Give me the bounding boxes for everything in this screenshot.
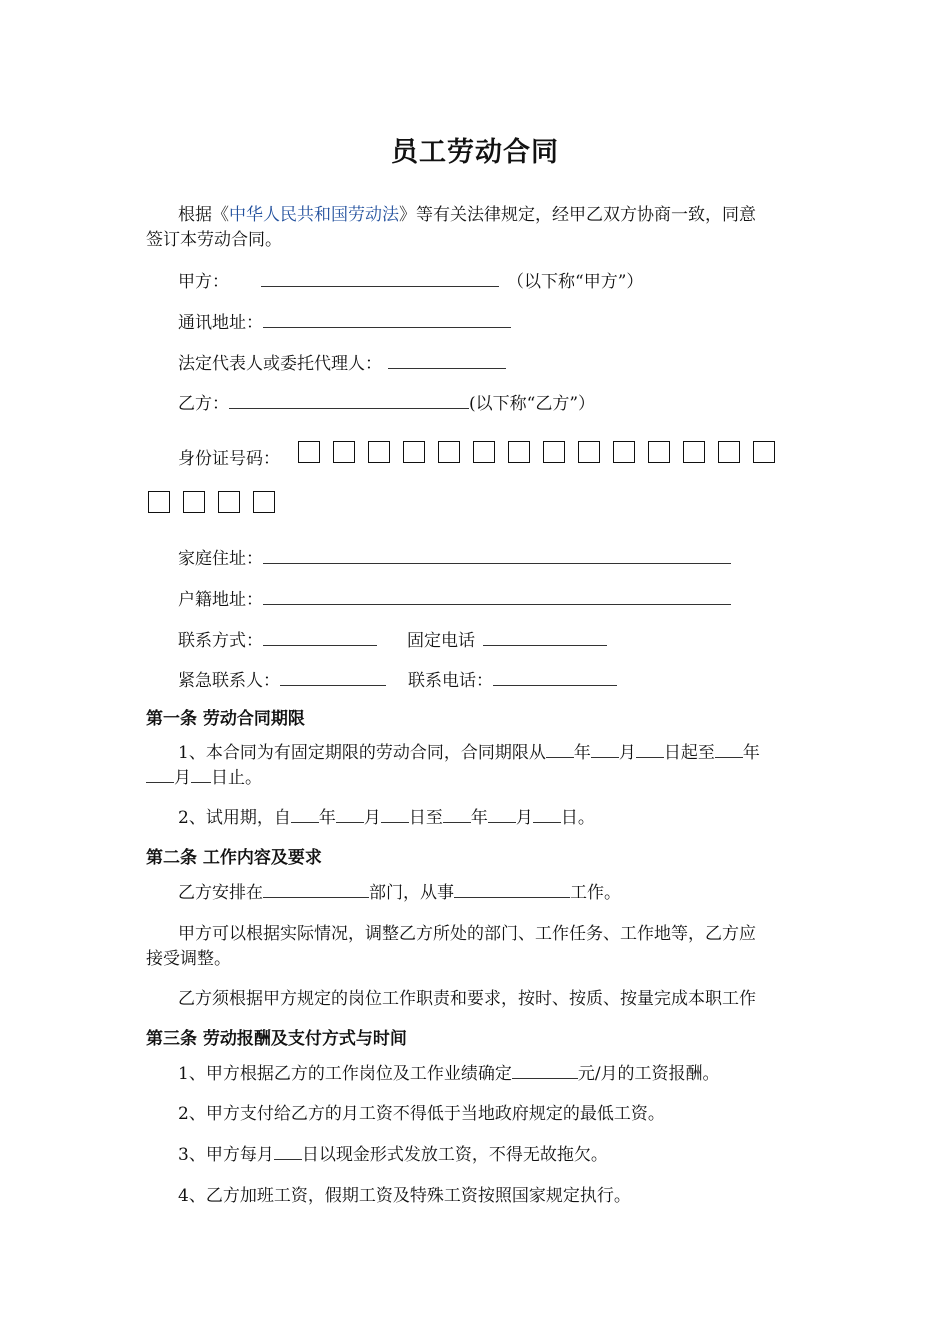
month-text: 月 [174,768,191,788]
party-b-note: (以下称“乙方”） [469,394,596,414]
article3-p1-b: 元/月的工资报酬。 [577,1064,720,1084]
article3-p3 [178,1143,843,1167]
year-text: 年 [573,743,591,763]
id-digit-box[interactable] [183,491,205,513]
contact-field[interactable] [263,627,377,646]
article3-p3-b: 日以现金形式发放工资，不得无故拖欠。 [301,1145,608,1165]
term-end-day[interactable] [191,766,211,783]
zhi-text: 至 [425,808,443,828]
year-text: 年 [742,743,760,763]
probation-start-day[interactable] [381,806,409,823]
position-field[interactable] [454,881,570,898]
article1-p1-text: 1、本合同为有固定期限的劳动合同，合同期限从 [178,743,546,763]
article2-p3: 乙方须根据甲方规定的岗位工作职责和要求，按时、按质、按量完成本职工作 [178,989,756,1009]
article3-p1-a: 1、甲方根据乙方的工作岗位及工作业绩确定 [178,1064,512,1084]
article1-p2 [178,806,843,830]
day-text: 日 [408,808,426,828]
id-digit-box[interactable] [298,441,320,463]
id-digit-box[interactable] [438,441,460,463]
qizhi-text: 起至 [680,743,715,763]
probation-end-year[interactable] [443,806,471,823]
month-text: 月 [363,808,381,828]
term-end-year[interactable] [715,741,743,758]
representative-field[interactable] [388,350,506,369]
id-digit-box[interactable] [753,441,775,463]
id-digit-box[interactable] [578,441,600,463]
id-digit-box[interactable] [333,441,355,463]
article3-heading: 第三条 劳动报酬及支付方式与时间 [146,1029,407,1049]
article2-p1-c: 工作。 [570,883,621,903]
law-link[interactable]: 中华人民共和国劳动法 [229,205,399,225]
year-text: 年 [470,808,488,828]
article1-heading: 第一条 劳动合同期限 [146,709,305,729]
id-digit-box[interactable] [508,441,530,463]
id-digit-box[interactable] [148,491,170,513]
article2-p1-a: 乙方安排在 [178,883,263,903]
id-digit-box[interactable] [218,491,240,513]
term-start-day[interactable] [636,741,664,758]
household-address-row [178,586,843,612]
id-digit-box[interactable] [368,441,390,463]
address-label: 通讯地址： [178,313,263,333]
document-title: 员工劳动合同 [391,137,559,168]
article3-p3-a: 3、甲方每月 [178,1145,274,1165]
article3-p4: 4、乙方加班工资，假期工资及特殊工资按照国家规定执行。 [178,1186,631,1206]
month-text: 月 [618,743,636,763]
representative-label: 法定代表人或委托代理人： [178,354,382,374]
article1-p1-line2 [146,766,811,790]
party-b-field[interactable] [229,390,469,409]
contact-row [178,627,843,653]
intro-paragraph-line2: 签订本劳动合同。 [146,230,282,250]
intro-prefix: 根据《 [178,205,229,225]
id-digit-box[interactable] [403,441,425,463]
article2-p1 [178,881,843,905]
id-digit-box[interactable] [613,441,635,463]
intro-paragraph-line1 [178,203,843,227]
article1-p1-line1 [178,741,843,765]
article3-p2: 2、甲方支付给乙方的月工资不得低于当地政府规定的最低工资。 [178,1104,665,1124]
home-address-row [178,545,843,571]
article3-p1 [178,1062,843,1086]
article1-p1-end: 日止。 [211,768,262,788]
department-field[interactable] [263,881,369,898]
term-start-month[interactable] [591,741,619,758]
article1-p2-text: 2、试用期，自 [178,808,291,828]
fixed-phone-field[interactable] [483,627,607,646]
probation-end-day[interactable] [533,806,561,823]
probation-end-month[interactable] [488,806,516,823]
household-address-field[interactable] [263,586,731,605]
month-text: 月 [515,808,533,828]
id-digit-box[interactable] [543,441,565,463]
id-digit-box[interactable] [648,441,670,463]
party-b-label: 乙方： [178,394,229,414]
payday-field[interactable] [274,1143,302,1160]
party-a-label: 甲方： [178,272,229,292]
salary-amount-field[interactable] [512,1062,578,1079]
household-address-label: 户籍地址： [178,590,263,610]
party-b-row [178,390,843,416]
party-a-field[interactable] [261,268,499,287]
id-digit-box[interactable] [683,441,705,463]
address-row [178,309,843,335]
day-text: 日 [663,743,681,763]
id-digit-box[interactable] [473,441,495,463]
id-number-label: 身份证号码： [178,449,280,469]
probation-start-year[interactable] [291,806,319,823]
contact-label: 联系方式： [178,631,263,651]
article1-p2-end: 日。 [560,808,595,828]
id-digit-box[interactable] [718,441,740,463]
home-address-field[interactable] [263,545,731,564]
emergency-phone-label: 联系电话： [408,671,493,691]
term-end-month[interactable] [146,766,174,783]
fixed-phone-label: 固定电话 [407,631,475,651]
representative-row [178,350,843,376]
article2-heading: 第二条 工作内容及要求 [146,848,322,868]
emergency-phone-field[interactable] [493,667,617,686]
term-start-year[interactable] [546,741,574,758]
intro-suffix: 》等有关法律规定，经甲乙双方协商一致，同意 [399,205,756,225]
emergency-contact-field[interactable] [280,667,386,686]
article2-p2-line1: 甲方可以根据实际情况，调整乙方所处的部门、工作任务、工作地等，乙方应 [178,924,756,944]
party-a-note: （以下称“甲方”） [507,272,644,292]
article2-p2-line2: 接受调整。 [146,949,231,969]
year-text: 年 [318,808,336,828]
probation-start-month[interactable] [336,806,364,823]
party-a-row [178,268,843,294]
emergency-contact-label: 紧急联系人： [178,671,280,691]
address-field[interactable] [263,309,511,328]
article2-p1-b: 部门，从事 [369,883,454,903]
emergency-row [178,667,843,693]
home-address-label: 家庭住址： [178,549,263,569]
id-digit-box[interactable] [253,491,275,513]
